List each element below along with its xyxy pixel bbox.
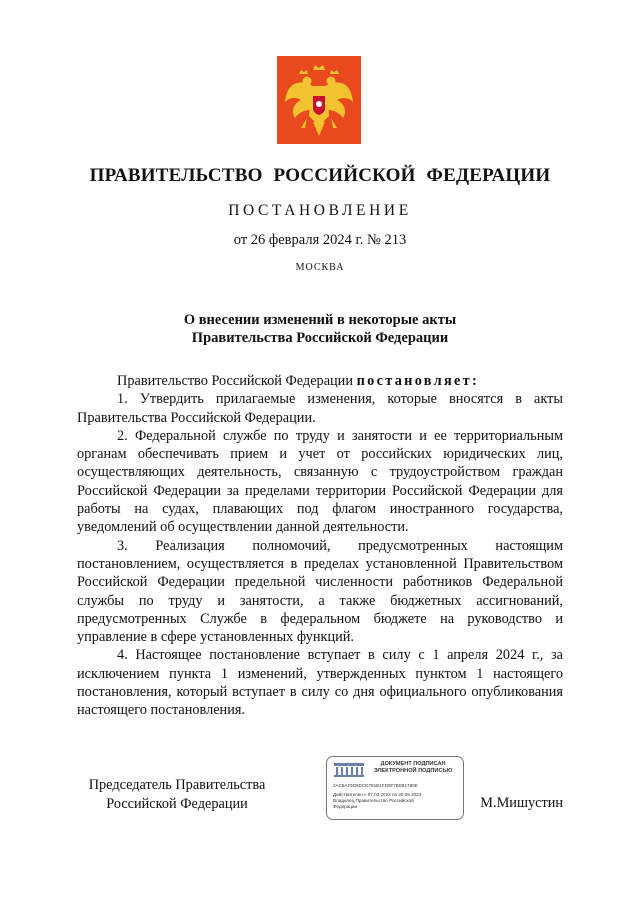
stamp-title bbox=[367, 761, 459, 775]
document-date-number: от 26 февраля 2024 г. № 213 bbox=[233, 232, 407, 248]
subject-line-2: Правительства Российской Федерации bbox=[191, 330, 449, 346]
document-city: МОСКВА bbox=[295, 262, 345, 273]
stamp-owner-line-1: Владелец Правительство Российской bbox=[333, 798, 414, 803]
stamp-certificate: 2AC9A76D6DCD781B1FD0F76EB1780E bbox=[333, 783, 418, 788]
government-title: ПРАВИТЕЛЬСТВО РОССИЙСКОЙ ФЕДЕРАЦИИ bbox=[89, 165, 551, 186]
stamp-owner-line-2: Федерации bbox=[333, 804, 358, 809]
document-subject bbox=[0, 311, 640, 347]
electronic-signature-stamp bbox=[326, 756, 464, 820]
paragraph-1: 1. Утвердить прилагаемые изменения, которые вносятся в акты Правительства Российской Федерации. bbox=[77, 391, 563, 426]
signer-title bbox=[77, 776, 277, 814]
paragraph-3: 3. Реализация полномочий, предусмотренных настоящим постановлением, осуществляется в пределах установленной Правительством Российской Федерации предельной численности работников Федеральной службы по труду и занятости, а также бюджетных ассигнований, предусмотренных Службе в федеральном бюджете на руководство и управление в сфере установленных функций. bbox=[77, 537, 563, 646]
stamp-title-line-1: ДОКУМЕНТ ПОДПИСАН bbox=[380, 761, 446, 767]
document-type: ПОСТАНОВЛЕНИЕ bbox=[228, 202, 412, 219]
stamp-title-line-2: ЭЛЕКТРОННОЙ ПОДПИСЬЮ bbox=[373, 768, 453, 774]
subject-line-1: О внесении изменений в некоторые акты bbox=[183, 312, 457, 328]
preamble bbox=[77, 372, 563, 390]
coat-of-arms-icon bbox=[277, 56, 361, 144]
decree-word: постановляет: bbox=[356, 373, 480, 389]
paragraph-2: 2. Федеральной службе по труду и занятости и ее территориальным органам обеспечивать прием и учет от российских юридических лиц, осуществляющих деятельность, связанную с трудоустройством граждан Российской Федерации за пределами территории Российской Федерации для работы на судах, плавающих под флагом иностранного государства, уведомлений об осуществлении данной деятельности. bbox=[77, 427, 563, 536]
signer-name: М.Мишустин bbox=[480, 795, 563, 811]
preamble-text: Правительство Российской Федерации bbox=[117, 373, 357, 389]
document-body bbox=[77, 372, 563, 720]
paragraph-4: 4. Настоящее постановление вступает в силу с 1 апреля 2024 г., за исключением пункта 1 изменений, утвержденных пунктом 1 настоящего постановления, который вступает в силу со дня официального опубликования настоящего постановления. bbox=[77, 647, 563, 719]
signer-title-line-2: Российской Федерации bbox=[106, 796, 248, 812]
government-building-icon bbox=[333, 762, 365, 778]
signer-title-line-1: Председатель Правительства bbox=[88, 777, 266, 793]
stamp-validity: Действителен с 07.03.2023 по 30.05.2024 bbox=[333, 792, 422, 797]
